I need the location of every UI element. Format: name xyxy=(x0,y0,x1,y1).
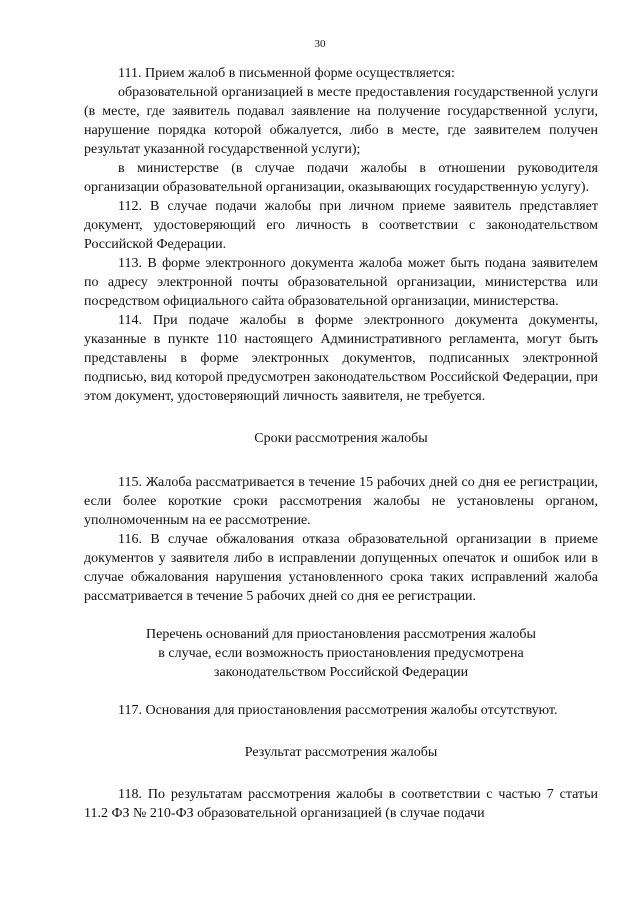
heading-line: Перечень оснований для приостановления рассмотрения жалобы xyxy=(146,627,536,642)
paragraph-117: 117. Основания для приостановления рассмотрения жалобы отсутствуют. xyxy=(118,703,558,718)
paragraph-118: 118. По результатам рассмотрения жалобы в соответствии с частью 7 статьи 11.2 ФЗ № 210-ФЗ образовательной организацией (в случае подачи xyxy=(84,787,598,821)
section-heading-perechen xyxy=(84,625,598,682)
paragraph-111-item-2: в министерстве (в случае подачи жалобы в отношении руководителя организации образовательной организации, оказывающих государственную услугу). xyxy=(84,161,598,195)
paragraph-111-item-1: образовательной организацией в месте предоставления государственной услуги (в месте, где заявитель подавал заявление на получение государственной услуги, нарушение порядка которой обжалуется, либо в месте, где заявителем получен результат указанной государственной услуги); xyxy=(84,85,598,157)
paragraph-114: 114. При подаче жалобы в форме электронного документа документы, указанные в пункте 110 настоящего Административного регламента, могут быть представлены в форме электронных документов, подписанных электронной подписью, вид которой предусмотрен законодательством Российской Федерации, при этом документ, удостоверяющий личность заявителя, не требуется. xyxy=(84,313,598,404)
section-heading-sroki: Сроки рассмотрения жалобы xyxy=(254,431,428,446)
heading-line: законодательством Российской Федерации xyxy=(213,665,469,680)
paragraph-113: 113. В форме электронного документа жалоба может быть подана заявителем по адресу электронной почты образовательной организации, министерства или посредством официального сайта образовательной организации, министерства. xyxy=(84,256,598,309)
paragraph-116: 116. В случае обжалования отказа образовательной организации в приеме документов у заявителя либо в исправлении допущенных опечаток и ошибок или в случае обжалования нарушения установленного срока таких исправлений жалоба рассматривается в течение 5 рабочих дней со дня ее регистрации. xyxy=(84,532,598,604)
paragraph-115: 115. Жалоба рассматривается в течение 15 рабочих дней со дня ее регистрации, если более короткие сроки рассмотрения жалобы не установлены органом, уполномоченным на ее рассмотрение. xyxy=(84,475,598,528)
paragraph-112: 112. В случае подачи жалобы при личном приеме заявитель представляет документ, удостоверяющий его личность в соответствии с законодательством Российской Федерации. xyxy=(84,199,598,252)
heading-line: в случае, если возможность приостановления предусмотрена xyxy=(158,646,524,661)
page-number: 30 xyxy=(314,38,326,50)
section-heading-result: Результат рассмотрения жалобы xyxy=(244,745,438,760)
paragraph-111: 111. Прием жалоб в письменной форме осуществляется: xyxy=(118,66,455,81)
document-body xyxy=(84,64,598,823)
